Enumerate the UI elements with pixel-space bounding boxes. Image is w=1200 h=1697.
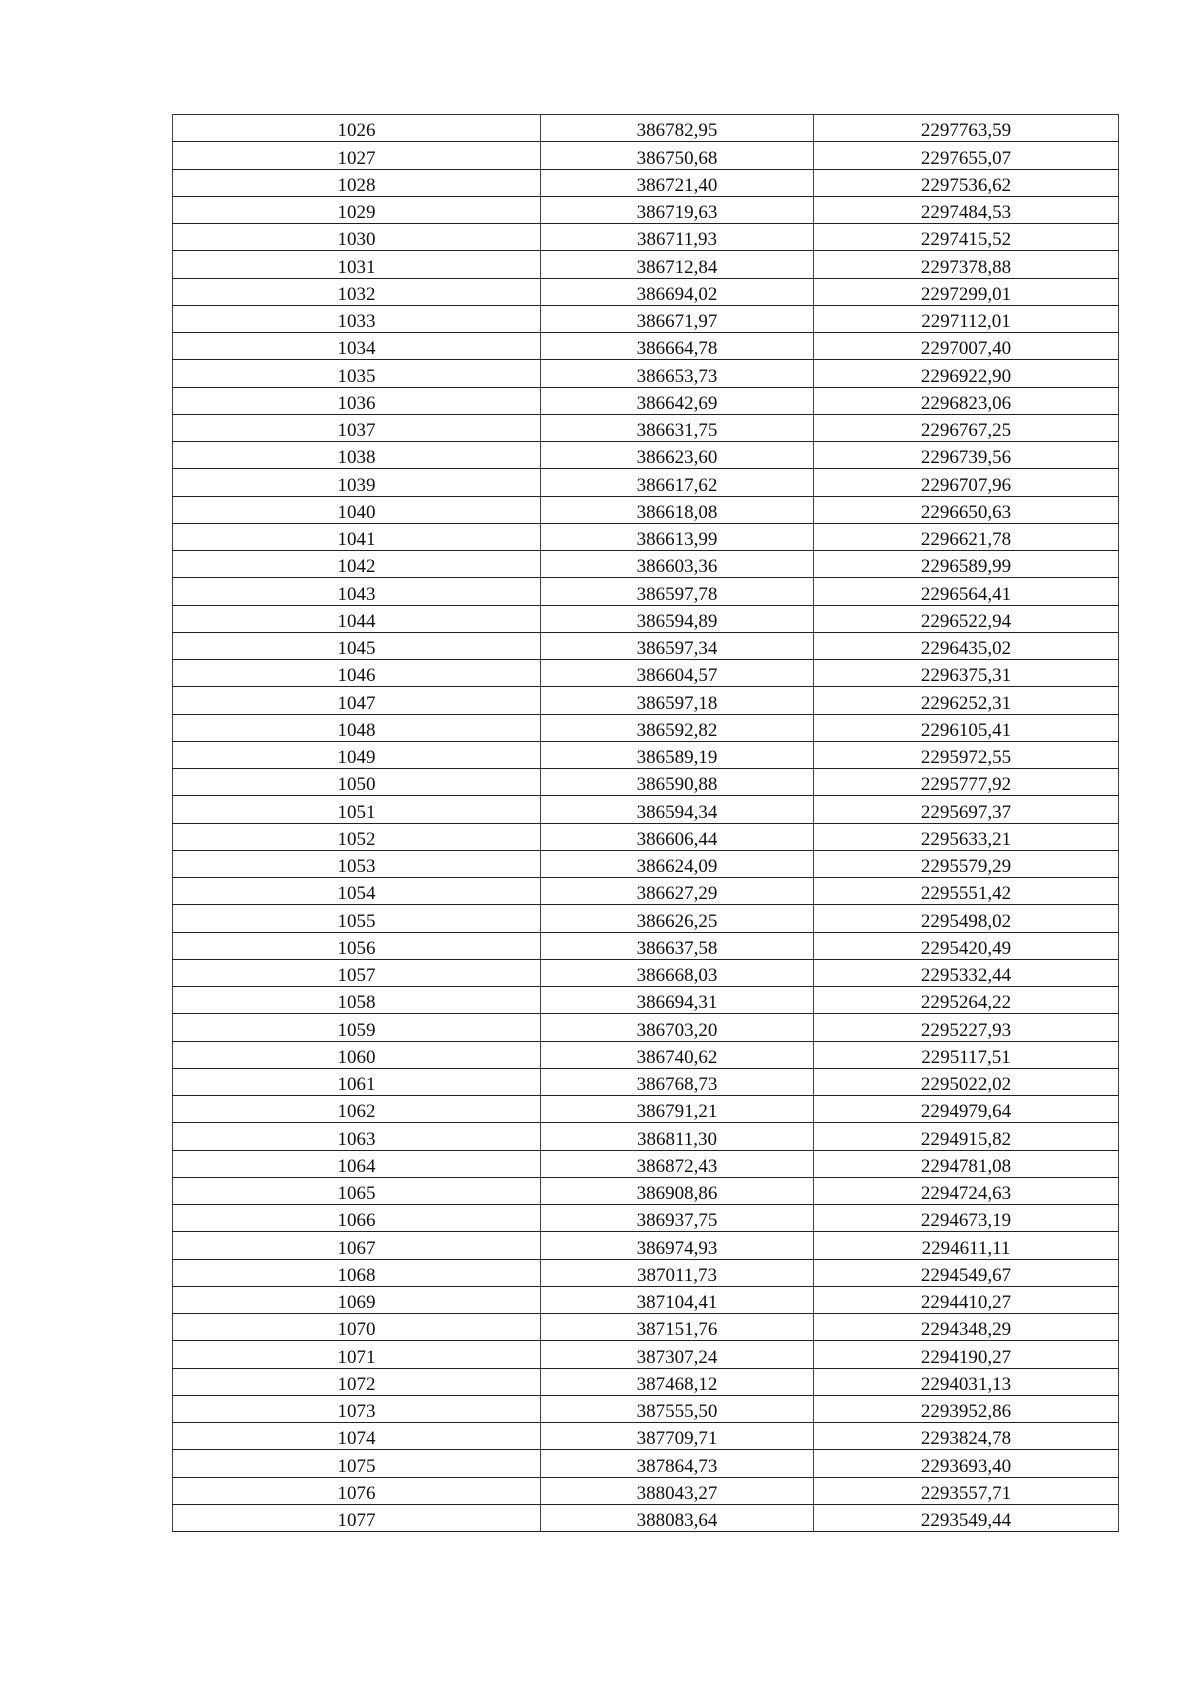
x-coordinate-cell: 387864,73 (541, 1450, 814, 1477)
x-coordinate-cell: 386653,73 (541, 360, 814, 387)
table-row (173, 687, 1119, 714)
table-row (173, 1314, 1119, 1341)
point-number-cell: 1065 (173, 1177, 541, 1204)
table-row (173, 196, 1119, 223)
table-row (173, 496, 1119, 523)
y-coordinate-cell: 2297536,62 (814, 169, 1119, 196)
x-coordinate-cell: 386721,40 (541, 169, 814, 196)
table-row (173, 741, 1119, 768)
y-coordinate-cell: 2293824,78 (814, 1423, 1119, 1450)
table-row (173, 469, 1119, 496)
point-number-cell: 1044 (173, 605, 541, 632)
point-number-cell: 1076 (173, 1477, 541, 1504)
y-coordinate-cell: 2295972,55 (814, 741, 1119, 768)
point-number-cell: 1032 (173, 278, 541, 305)
table-row (173, 115, 1119, 142)
table-row (173, 987, 1119, 1014)
point-number-cell: 1041 (173, 523, 541, 550)
y-coordinate-cell: 2294781,08 (814, 1150, 1119, 1177)
y-coordinate-cell: 2297299,01 (814, 278, 1119, 305)
x-coordinate-cell: 387104,41 (541, 1286, 814, 1313)
point-number-cell: 1067 (173, 1232, 541, 1259)
point-number-cell: 1049 (173, 741, 541, 768)
table-row (173, 1286, 1119, 1313)
point-number-cell: 1034 (173, 333, 541, 360)
table-row (173, 1423, 1119, 1450)
y-coordinate-cell: 2296522,94 (814, 605, 1119, 632)
x-coordinate-cell: 386594,34 (541, 796, 814, 823)
y-coordinate-cell: 2295022,02 (814, 1068, 1119, 1095)
table-row (173, 714, 1119, 741)
x-coordinate-cell: 386637,58 (541, 932, 814, 959)
y-coordinate-cell: 2293952,86 (814, 1395, 1119, 1422)
point-number-cell: 1029 (173, 196, 541, 223)
x-coordinate-cell: 386694,02 (541, 278, 814, 305)
table-row (173, 251, 1119, 278)
x-coordinate-cell: 386624,09 (541, 850, 814, 877)
x-coordinate-cell: 386811,30 (541, 1123, 814, 1150)
table-row (173, 360, 1119, 387)
x-coordinate-cell: 386791,21 (541, 1096, 814, 1123)
point-number-cell: 1062 (173, 1096, 541, 1123)
y-coordinate-cell: 2296435,02 (814, 632, 1119, 659)
y-coordinate-cell: 2297415,52 (814, 224, 1119, 251)
table-row (173, 224, 1119, 251)
point-number-cell: 1047 (173, 687, 541, 714)
y-coordinate-cell: 2295697,37 (814, 796, 1119, 823)
y-coordinate-cell: 2294348,29 (814, 1314, 1119, 1341)
x-coordinate-cell: 386594,89 (541, 605, 814, 632)
y-coordinate-cell: 2295633,21 (814, 823, 1119, 850)
y-coordinate-cell: 2296564,41 (814, 578, 1119, 605)
point-number-cell: 1028 (173, 169, 541, 196)
point-number-cell: 1033 (173, 305, 541, 332)
y-coordinate-cell: 2294410,27 (814, 1286, 1119, 1313)
y-coordinate-cell: 2293557,71 (814, 1477, 1119, 1504)
coordinates-table-body (173, 115, 1119, 1532)
x-coordinate-cell: 386603,36 (541, 551, 814, 578)
coordinates-table (172, 114, 1119, 1532)
x-coordinate-cell: 386719,63 (541, 196, 814, 223)
table-row (173, 1096, 1119, 1123)
table-row (173, 796, 1119, 823)
y-coordinate-cell: 2295420,49 (814, 932, 1119, 959)
point-number-cell: 1027 (173, 142, 541, 169)
y-coordinate-cell: 2294549,67 (814, 1259, 1119, 1286)
y-coordinate-cell: 2297007,40 (814, 333, 1119, 360)
point-number-cell: 1039 (173, 469, 541, 496)
point-number-cell: 1042 (173, 551, 541, 578)
x-coordinate-cell: 386937,75 (541, 1205, 814, 1232)
y-coordinate-cell: 2296650,63 (814, 496, 1119, 523)
y-coordinate-cell: 2295498,02 (814, 905, 1119, 932)
point-number-cell: 1057 (173, 959, 541, 986)
y-coordinate-cell: 2295117,51 (814, 1041, 1119, 1068)
point-number-cell: 1077 (173, 1504, 541, 1531)
point-number-cell: 1059 (173, 1014, 541, 1041)
table-row (173, 1150, 1119, 1177)
y-coordinate-cell: 2297484,53 (814, 196, 1119, 223)
table-row (173, 1041, 1119, 1068)
point-number-cell: 1052 (173, 823, 541, 850)
table-row (173, 1450, 1119, 1477)
table-row (173, 878, 1119, 905)
x-coordinate-cell: 386668,03 (541, 959, 814, 986)
table-row (173, 1368, 1119, 1395)
x-coordinate-cell: 386768,73 (541, 1068, 814, 1095)
x-coordinate-cell: 386974,93 (541, 1232, 814, 1259)
y-coordinate-cell: 2294031,13 (814, 1368, 1119, 1395)
point-number-cell: 1056 (173, 932, 541, 959)
y-coordinate-cell: 2296105,41 (814, 714, 1119, 741)
table-row (173, 1259, 1119, 1286)
y-coordinate-cell: 2295227,93 (814, 1014, 1119, 1041)
y-coordinate-cell: 2294915,82 (814, 1123, 1119, 1150)
point-number-cell: 1072 (173, 1368, 541, 1395)
table-row (173, 905, 1119, 932)
x-coordinate-cell: 387151,76 (541, 1314, 814, 1341)
table-row (173, 1123, 1119, 1150)
table-row (173, 414, 1119, 441)
point-number-cell: 1046 (173, 660, 541, 687)
x-coordinate-cell: 386671,97 (541, 305, 814, 332)
point-number-cell: 1066 (173, 1205, 541, 1232)
table-row (173, 142, 1119, 169)
y-coordinate-cell: 2293549,44 (814, 1504, 1119, 1531)
y-coordinate-cell: 2297763,59 (814, 115, 1119, 142)
point-number-cell: 1048 (173, 714, 541, 741)
x-coordinate-cell: 386694,31 (541, 987, 814, 1014)
point-number-cell: 1054 (173, 878, 541, 905)
table-row (173, 850, 1119, 877)
point-number-cell: 1074 (173, 1423, 541, 1450)
table-row (173, 278, 1119, 305)
table-row (173, 387, 1119, 414)
table-row (173, 1477, 1119, 1504)
x-coordinate-cell: 386703,20 (541, 1014, 814, 1041)
y-coordinate-cell: 2293693,40 (814, 1450, 1119, 1477)
table-row (173, 523, 1119, 550)
point-number-cell: 1026 (173, 115, 541, 142)
y-coordinate-cell: 2294190,27 (814, 1341, 1119, 1368)
x-coordinate-cell: 388043,27 (541, 1477, 814, 1504)
point-number-cell: 1070 (173, 1314, 541, 1341)
y-coordinate-cell: 2297112,01 (814, 305, 1119, 332)
x-coordinate-cell: 387709,71 (541, 1423, 814, 1450)
table-row (173, 959, 1119, 986)
table-row (173, 1341, 1119, 1368)
y-coordinate-cell: 2296739,56 (814, 442, 1119, 469)
table-row (173, 823, 1119, 850)
y-coordinate-cell: 2294724,63 (814, 1177, 1119, 1204)
y-coordinate-cell: 2295551,42 (814, 878, 1119, 905)
x-coordinate-cell: 386589,19 (541, 741, 814, 768)
x-coordinate-cell: 386627,29 (541, 878, 814, 905)
x-coordinate-cell: 386782,95 (541, 115, 814, 142)
x-coordinate-cell: 386664,78 (541, 333, 814, 360)
y-coordinate-cell: 2296589,99 (814, 551, 1119, 578)
point-number-cell: 1075 (173, 1450, 541, 1477)
point-number-cell: 1060 (173, 1041, 541, 1068)
table-row (173, 1232, 1119, 1259)
x-coordinate-cell: 386613,99 (541, 523, 814, 550)
y-coordinate-cell: 2295264,22 (814, 987, 1119, 1014)
point-number-cell: 1045 (173, 632, 541, 659)
point-number-cell: 1050 (173, 769, 541, 796)
y-coordinate-cell: 2296621,78 (814, 523, 1119, 550)
x-coordinate-cell: 386712,84 (541, 251, 814, 278)
y-coordinate-cell: 2295332,44 (814, 959, 1119, 986)
x-coordinate-cell: 386618,08 (541, 496, 814, 523)
point-number-cell: 1051 (173, 796, 541, 823)
y-coordinate-cell: 2296767,25 (814, 414, 1119, 441)
table-row (173, 578, 1119, 605)
table-row (173, 605, 1119, 632)
x-coordinate-cell: 386617,62 (541, 469, 814, 496)
x-coordinate-cell: 386590,88 (541, 769, 814, 796)
table-row (173, 769, 1119, 796)
point-number-cell: 1071 (173, 1341, 541, 1368)
y-coordinate-cell: 2294979,64 (814, 1096, 1119, 1123)
x-coordinate-cell: 388083,64 (541, 1504, 814, 1531)
x-coordinate-cell: 387307,24 (541, 1341, 814, 1368)
table-row (173, 333, 1119, 360)
point-number-cell: 1069 (173, 1286, 541, 1313)
x-coordinate-cell: 386626,25 (541, 905, 814, 932)
y-coordinate-cell: 2297655,07 (814, 142, 1119, 169)
x-coordinate-cell: 386597,78 (541, 578, 814, 605)
x-coordinate-cell: 386606,44 (541, 823, 814, 850)
x-coordinate-cell: 386740,62 (541, 1041, 814, 1068)
point-number-cell: 1030 (173, 224, 541, 251)
y-coordinate-cell: 2295579,29 (814, 850, 1119, 877)
point-number-cell: 1064 (173, 1150, 541, 1177)
x-coordinate-cell: 386623,60 (541, 442, 814, 469)
x-coordinate-cell: 387555,50 (541, 1395, 814, 1422)
y-coordinate-cell: 2296252,31 (814, 687, 1119, 714)
y-coordinate-cell: 2295777,92 (814, 769, 1119, 796)
table-row (173, 1504, 1119, 1531)
point-number-cell: 1036 (173, 387, 541, 414)
table-row (173, 1177, 1119, 1204)
x-coordinate-cell: 386908,86 (541, 1177, 814, 1204)
x-coordinate-cell: 386642,69 (541, 387, 814, 414)
x-coordinate-cell: 386604,57 (541, 660, 814, 687)
x-coordinate-cell: 386592,82 (541, 714, 814, 741)
x-coordinate-cell: 386711,93 (541, 224, 814, 251)
point-number-cell: 1038 (173, 442, 541, 469)
point-number-cell: 1031 (173, 251, 541, 278)
table-row (173, 551, 1119, 578)
point-number-cell: 1040 (173, 496, 541, 523)
x-coordinate-cell: 387468,12 (541, 1368, 814, 1395)
point-number-cell: 1035 (173, 360, 541, 387)
table-row (173, 632, 1119, 659)
table-row (173, 932, 1119, 959)
x-coordinate-cell: 386597,34 (541, 632, 814, 659)
y-coordinate-cell: 2296922,90 (814, 360, 1119, 387)
table-row (173, 1068, 1119, 1095)
point-number-cell: 1068 (173, 1259, 541, 1286)
point-number-cell: 1063 (173, 1123, 541, 1150)
point-number-cell: 1043 (173, 578, 541, 605)
point-number-cell: 1053 (173, 850, 541, 877)
y-coordinate-cell: 2296707,96 (814, 469, 1119, 496)
table-row (173, 169, 1119, 196)
point-number-cell: 1061 (173, 1068, 541, 1095)
x-coordinate-cell: 386631,75 (541, 414, 814, 441)
table-row (173, 660, 1119, 687)
y-coordinate-cell: 2296375,31 (814, 660, 1119, 687)
y-coordinate-cell: 2294611,11 (814, 1232, 1119, 1259)
x-coordinate-cell: 386597,18 (541, 687, 814, 714)
x-coordinate-cell: 387011,73 (541, 1259, 814, 1286)
x-coordinate-cell: 386872,43 (541, 1150, 814, 1177)
y-coordinate-cell: 2296823,06 (814, 387, 1119, 414)
table-row (173, 1395, 1119, 1422)
table-row (173, 442, 1119, 469)
point-number-cell: 1055 (173, 905, 541, 932)
table-row (173, 1014, 1119, 1041)
point-number-cell: 1037 (173, 414, 541, 441)
y-coordinate-cell: 2297378,88 (814, 251, 1119, 278)
x-coordinate-cell: 386750,68 (541, 142, 814, 169)
table-row (173, 305, 1119, 332)
y-coordinate-cell: 2294673,19 (814, 1205, 1119, 1232)
point-number-cell: 1073 (173, 1395, 541, 1422)
point-number-cell: 1058 (173, 987, 541, 1014)
table-row (173, 1205, 1119, 1232)
